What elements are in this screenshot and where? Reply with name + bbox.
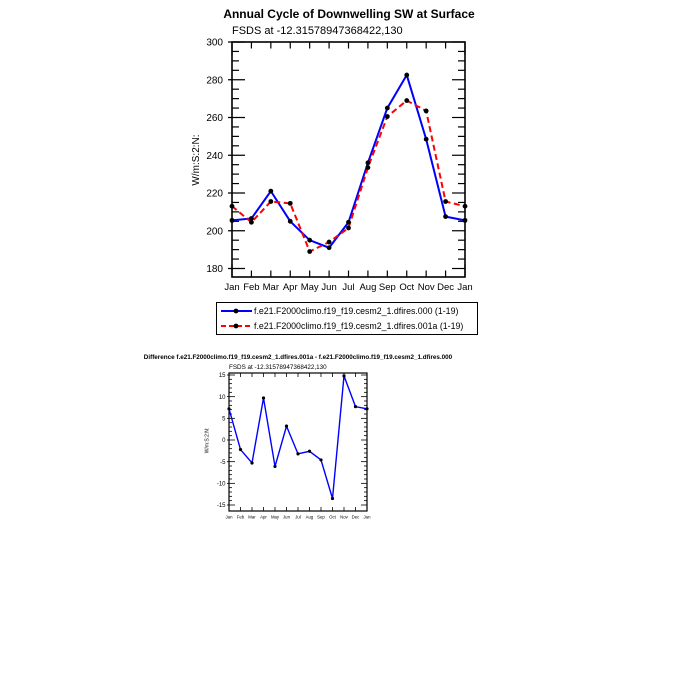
svg-text:15: 15 <box>218 373 226 380</box>
svg-text:10: 10 <box>218 394 226 401</box>
legend-label-dfires-001a: f.e21.F2000climo.f19_f19.cesm2_1.dfires.001a (1-19) <box>254 321 464 331</box>
main-chart-title: Annual Cycle of Downwelling SW at Surface <box>223 7 475 21</box>
legend-label-dfires-000: f.e21.F2000climo.f19_f19.cesm2_1.dfires.000 (1-19) <box>254 306 459 316</box>
svg-text:Oct: Oct <box>399 282 415 293</box>
svg-text:Jun: Jun <box>283 514 290 520</box>
svg-text:Feb: Feb <box>243 282 260 293</box>
svg-text:Jun: Jun <box>321 282 337 293</box>
difference-chart-subtitle: FSDS at -12.31578947368422,130 <box>229 364 327 371</box>
svg-text:5: 5 <box>222 416 226 423</box>
svg-text:Apr: Apr <box>260 514 267 520</box>
svg-text:Mar: Mar <box>248 514 256 520</box>
svg-text:180: 180 <box>206 264 223 275</box>
svg-text:May: May <box>270 514 280 520</box>
svg-text:Mar: Mar <box>262 282 280 293</box>
legend-entry-dfires-001a <box>220 319 477 333</box>
svg-text:-10: -10 <box>216 481 226 488</box>
svg-text:May: May <box>300 282 319 293</box>
annual-cycle-chart <box>206 38 472 294</box>
main-chart-subtitle: FSDS at -12.31578947368422,130 <box>232 25 403 37</box>
svg-text:Oct: Oct <box>329 514 336 520</box>
svg-text:Jul: Jul <box>295 514 301 520</box>
legend-line-sample-blue-solid <box>220 306 253 316</box>
svg-text:Sep: Sep <box>317 514 325 520</box>
svg-text:0: 0 <box>222 438 226 445</box>
svg-text:Jan: Jan <box>363 514 371 520</box>
svg-text:Jan: Jan <box>457 282 473 293</box>
svg-text:Jan: Jan <box>225 514 233 520</box>
svg-text:300: 300 <box>206 37 223 49</box>
svg-text:-5: -5 <box>220 459 226 466</box>
svg-text:Nov: Nov <box>340 514 348 520</box>
difference-chart-y-axis-label: W/m:S:2:N: <box>204 427 211 454</box>
legend-line-sample-red-dashed <box>220 321 253 331</box>
svg-text:Feb: Feb <box>236 514 245 520</box>
legend <box>216 302 478 335</box>
svg-text:Aug: Aug <box>305 514 314 520</box>
svg-text:Dec: Dec <box>437 282 455 293</box>
main-chart-y-axis-label: W/m:S:2:N: <box>191 134 202 186</box>
svg-text:Dec: Dec <box>351 514 360 520</box>
difference-chart <box>217 373 371 520</box>
svg-text:240: 240 <box>206 150 223 162</box>
svg-text:Aug: Aug <box>359 282 377 293</box>
svg-text:Jul: Jul <box>342 282 355 293</box>
svg-text:220: 220 <box>206 188 223 200</box>
svg-text:Apr: Apr <box>282 282 298 293</box>
svg-text:-15: -15 <box>216 503 226 510</box>
difference-chart-title: Difference f.e21.F2000climo.f19_f19.cesm2_1.dfires.001a - f.e21.F2000climo.f19_f19.cesm2_1.dfires.000 <box>143 354 453 361</box>
svg-text:Sep: Sep <box>378 282 396 293</box>
svg-text:Jan: Jan <box>224 282 240 293</box>
svg-text:280: 280 <box>206 75 223 87</box>
legend-entry-dfires-000 <box>220 304 477 318</box>
svg-text:260: 260 <box>206 113 223 124</box>
svg-text:200: 200 <box>206 226 223 238</box>
svg-text:Nov: Nov <box>417 282 435 293</box>
